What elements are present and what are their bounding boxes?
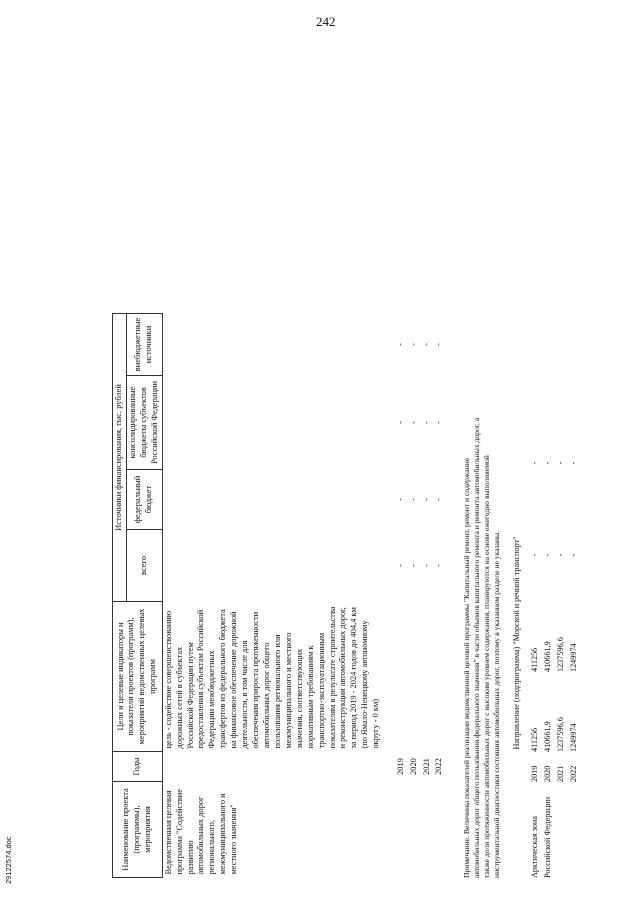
federal-cell: 410661,9	[543, 641, 552, 672]
program-goal: цель - содействие совершенствованию дорожных сетей в субъектах Российской Федерации путем предоставления субъектам Российской Федерации межбюджетных трансфертов из федерального бюджета на финансовое обеспечение дорожной деятельности, в том числе для обеспечения прироста протяженности автомобильных дорог общего пользования регионального или межмуниципального и местного значения, соответствующих нормативным требованиям к транспортно-эксплуатационным показателям в результате строительства и реконструкции автомобильных дорог, за период 2019 - 2024 годов до 404,4 км (по Ямало-Ненецкому автономному округу - 0 км)	[163, 606, 381, 749]
year-cell: 2022	[434, 758, 444, 775]
regional-cell: -	[421, 421, 431, 424]
year-cell: 2019	[530, 765, 539, 782]
federal-cell: -	[421, 498, 431, 501]
header-federal: федеральный бюджет	[126, 470, 162, 530]
extra-cell: -	[408, 343, 418, 346]
year-cell: 2020	[543, 765, 552, 782]
table-row	[569, 408, 582, 878]
regional-cell: -	[408, 421, 418, 424]
year-cell: 2022	[569, 765, 578, 782]
table-row	[556, 408, 569, 878]
program-name: Ведомственная целевая программа "Содействие развитию автомобильных дорог регионального, межмуниципального и местного значения"	[163, 789, 239, 875]
header-goals: Цели и целевые индикаторы и показатели проектов (программ), мероприятий ведомственных целевых программ	[113, 602, 163, 752]
table-row	[395, 314, 408, 878]
note-text: Примечание. Величины показателей реализации ведомственной целевой программы "Капитальный ремонт, ремонт и содержание автомобильных дорог общего пользования федерального значения" в части объемов капитального ремонта и ремонта автомобильных дорог, а также доли протяженности автомобильных дорог с высоким уровнем содержания, планируются на основе ежегодно выполняемой инструментальной диагностики состояния автомобильных дорог, поэтому в указанном разделе не указаны.	[462, 417, 501, 878]
year-cell: 2021	[421, 758, 431, 775]
table-row	[530, 408, 543, 878]
header-regional: консолидированные бюджеты субъектов Российской Федерации	[126, 376, 162, 470]
total-cell: 411256	[530, 727, 539, 752]
page-number: 242	[316, 14, 336, 29]
federal-cell: -	[408, 498, 418, 501]
rotated-content	[112, 18, 582, 878]
total-cell: 410661,9	[543, 721, 552, 752]
total-cell: -	[421, 564, 431, 567]
table-row	[433, 314, 446, 878]
table-row	[543, 408, 556, 878]
extra-cell: -	[530, 461, 539, 465]
header-total: всего	[126, 530, 162, 602]
footer-doc-name: 29122574.doc	[4, 836, 13, 884]
federal-cell: -	[434, 498, 444, 501]
total-cell: -	[408, 564, 418, 567]
regional-cell: -	[543, 553, 552, 557]
table-row	[421, 314, 434, 878]
financing-table	[112, 313, 446, 878]
header-sources: Источники финансирования, тыс. рублей	[113, 314, 127, 602]
regional-cell: -	[434, 421, 444, 424]
extra-cell: -	[569, 461, 578, 465]
federal-cell: 411256	[530, 647, 539, 672]
header-name: Наименование проекта (программы), мероприятия	[113, 782, 163, 878]
regional-cell: -	[530, 553, 539, 557]
arctic-name-line1: Арктическая зона	[530, 815, 539, 878]
extra-cell: -	[434, 343, 444, 346]
regional-cell: -	[569, 553, 578, 557]
year-cell: 2020	[408, 758, 418, 775]
header-years: Годы	[113, 752, 163, 782]
extra-cell: -	[395, 343, 405, 346]
federal-cell: 1237596,6	[556, 637, 565, 672]
arctic-block	[530, 408, 582, 878]
table-row	[162, 314, 395, 878]
arctic-name-line2: Российской Федерации	[543, 796, 552, 878]
table-header-row	[113, 314, 127, 878]
year-cell: 2019	[395, 758, 405, 775]
total-cell: 1237596,6	[556, 717, 565, 752]
federal-cell: -	[395, 498, 405, 501]
year-cell: 2021	[556, 765, 565, 782]
total-cell: 1249974	[569, 723, 578, 752]
direction-title: Направление (подпрограмма) "Морской и речной транспорт"	[512, 536, 521, 750]
total-cell: -	[434, 564, 444, 567]
regional-cell: -	[556, 553, 565, 557]
total-cell: -	[395, 564, 405, 567]
federal-cell: 1249974	[569, 643, 578, 672]
table-row	[408, 314, 421, 878]
extra-cell: -	[543, 461, 552, 465]
header-extra: внебюджетные источники	[126, 314, 162, 376]
regional-cell: -	[395, 421, 405, 424]
extra-cell: -	[556, 461, 565, 465]
extra-cell: -	[421, 343, 431, 346]
